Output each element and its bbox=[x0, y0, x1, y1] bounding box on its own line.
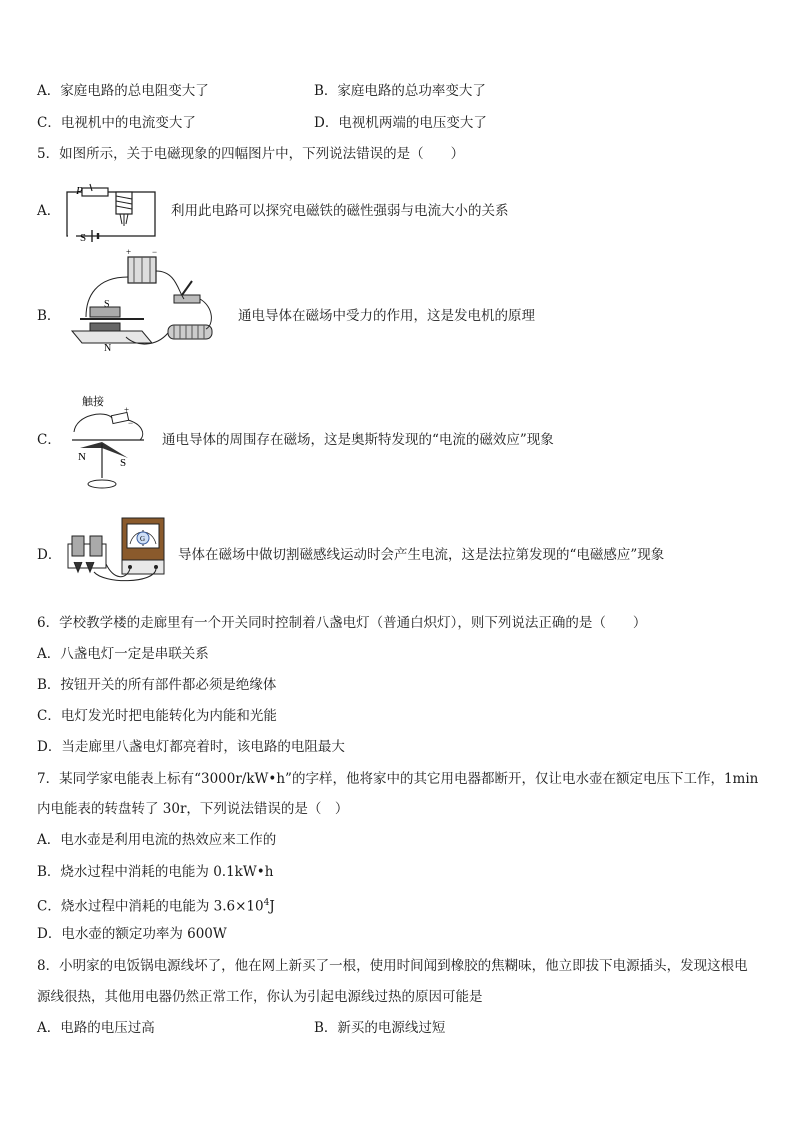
needle-n-label: N bbox=[78, 451, 86, 463]
q6-option-d: D．当走廊里八盏电灯都亮着时，该电路的电阻最大 bbox=[37, 739, 345, 755]
magnet-s-label: S bbox=[104, 299, 110, 310]
q7-option-a: A．电水壶是利用电流的热效应来工作的 bbox=[37, 832, 277, 848]
q5-option-b-text: 通电导体在磁场中受力的作用，这是发电机的原理 bbox=[238, 308, 535, 324]
rheostat-label: P bbox=[76, 185, 83, 197]
q5-option-a-label: A． bbox=[37, 203, 61, 219]
q5-option-b-label: B． bbox=[37, 308, 61, 324]
q7-stem-line2: 内电能表的转盘转了 30r，下列说法错误的是（ ） bbox=[37, 801, 349, 817]
q4-option-d: D．电视机两端的电压变大了 bbox=[314, 115, 487, 131]
q8-option-b: B．新买的电源线过短 bbox=[314, 1020, 446, 1036]
q7-option-c bbox=[37, 894, 275, 916]
q4-option-a: A．家庭电路的总电阻变大了 bbox=[37, 83, 209, 99]
touch-label: 触接 bbox=[82, 396, 104, 408]
q5-option-d-text: 导体在磁场中做切割磁感线运动时会产生电流，这是法拉第发现的“电磁感应”现象 bbox=[178, 547, 665, 563]
magnet-n-label: N bbox=[104, 343, 112, 354]
q6-option-b: B．按钮开关的所有部件都必须是绝缘体 bbox=[37, 677, 277, 693]
q5-option-d-label: D． bbox=[37, 547, 62, 563]
motor-experiment-figure bbox=[66, 247, 218, 355]
q7-option-d: D．电水壶的额定功率为 600W bbox=[37, 926, 227, 942]
oersted-experiment-figure bbox=[66, 392, 156, 492]
q6-option-c: C．电灯发光时把电能转化为内能和光能 bbox=[37, 708, 277, 724]
q8-option-a: A．电路的电压过高 bbox=[37, 1020, 155, 1036]
q8-stem-line1: 8．小明家的电饭锅电源线坏了，他在网上新买了一根，使用时间闻到橡胶的焦糊味，他立即拔下电源插头，发现这根电 bbox=[37, 958, 748, 974]
svg-text:+: + bbox=[126, 247, 132, 257]
galvanometer-label: G bbox=[140, 535, 146, 543]
q8-stem-line2: 源线很热，其他用电器仍然正常工作，你认为引起电源线过热的原因可能是 bbox=[37, 989, 483, 1005]
q4-option-c: C．电视机中的电流变大了 bbox=[37, 115, 196, 131]
q5-stem: 5．如图所示，关于电磁现象的四幅图片中，下列说法错误的是（ ） bbox=[37, 146, 465, 162]
q7-stem-line1: 7．某同学家电能表上标有“3000r/kW•h”的字样，他将家中的其它用电器都断开，仅让电水壶在额定电压下工作，1min bbox=[37, 771, 759, 787]
svg-text:+: + bbox=[124, 405, 130, 415]
needle-s-label: S bbox=[120, 457, 127, 469]
svg-text:−: − bbox=[152, 247, 158, 257]
switch-label: S bbox=[80, 232, 87, 242]
q7-option-c-unit: J bbox=[269, 898, 275, 915]
q6-option-a: A．八盏电灯一定是串联关系 bbox=[37, 646, 209, 662]
q4-option-b: B．家庭电路的总功率变大了 bbox=[314, 83, 486, 99]
induction-experiment-figure bbox=[64, 514, 170, 586]
q6-stem: 6．学校教学楼的走廊里有一个开关同时控制着八盏电灯（普通白炽灯），则下列说法正确的是（ ） bbox=[37, 615, 647, 631]
q5-option-a-text: 利用此电路可以探究电磁铁的磁性强弱与电流大小的关系 bbox=[171, 203, 509, 219]
q7-option-b: B．烧水过程中消耗的电能为 0.1kW•h bbox=[37, 864, 274, 880]
q5-option-c-text: 通电导体的周围存在磁场，这是奥斯特发现的“电流的磁效应”现象 bbox=[162, 432, 554, 448]
q7-option-c-exponent: 4 bbox=[263, 898, 270, 908]
electromagnet-circuit-figure bbox=[62, 182, 162, 242]
q7-option-c-main: C．烧水过程中消耗的电能为 3.6×10 bbox=[37, 898, 264, 915]
q5-option-c-label: C． bbox=[37, 432, 61, 448]
svg-text:−: − bbox=[128, 418, 134, 428]
